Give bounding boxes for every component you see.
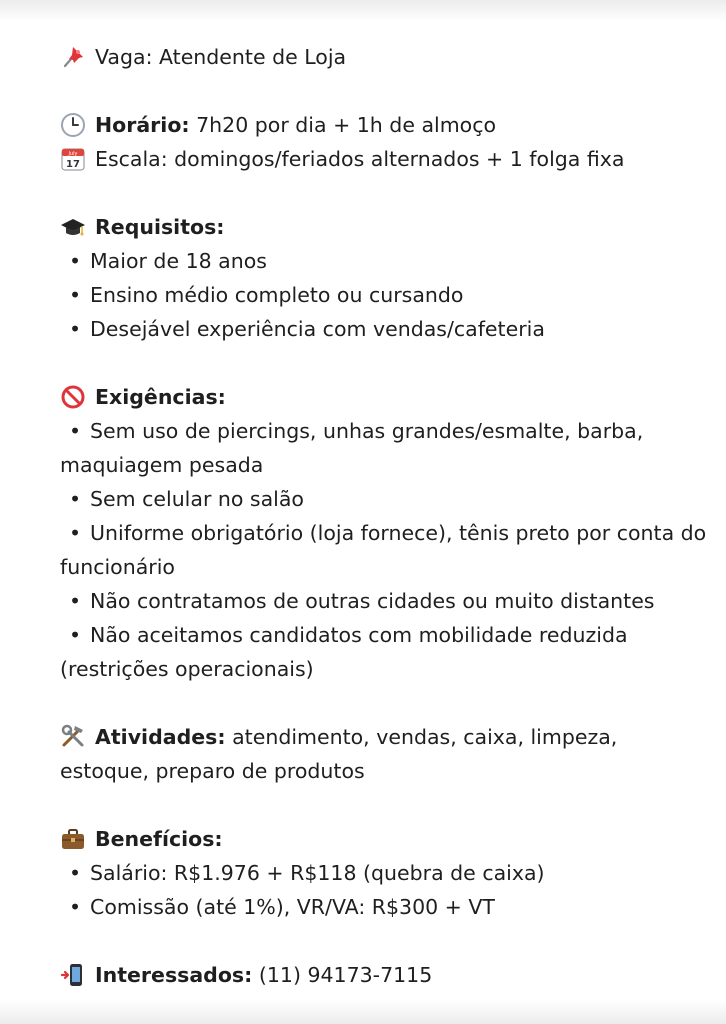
requisitos-heading-line — [60, 210, 710, 244]
list-item — [60, 482, 710, 516]
graduation-cap-icon — [60, 214, 86, 240]
bullet: • — [68, 521, 82, 545]
horario-value: 7h20 por dia + 1h de almoço — [196, 113, 497, 137]
escala-line — [60, 142, 710, 176]
exigencia-item: Sem celular no salão — [90, 487, 304, 511]
horario-line — [60, 108, 710, 142]
tools-icon — [60, 723, 86, 749]
exigencia-item: Não aceitamos candidatos com mobilidade reduzida (restrições operacionais) — [60, 623, 628, 681]
bullet: • — [68, 589, 82, 613]
list-item — [60, 890, 710, 924]
horario-label: Horário: — [95, 113, 190, 137]
job-post — [60, 40, 710, 992]
atividades-paragraph — [60, 720, 710, 788]
phone-incoming-icon — [60, 962, 86, 988]
requisito-item: Ensino médio completo ou cursando — [90, 283, 464, 307]
phone-number: (11) 94173-7115 — [258, 963, 433, 987]
prohibited-icon — [60, 384, 86, 410]
bullet: • — [68, 895, 82, 919]
bullet: • — [68, 861, 82, 885]
requisito-item: Maior de 18 anos — [90, 249, 267, 273]
list-item — [60, 856, 710, 890]
job-title-line — [60, 40, 710, 74]
bullet: • — [68, 317, 82, 341]
exigencias-heading-line — [60, 380, 710, 414]
beneficios-heading-line — [60, 822, 710, 856]
exigencia-item: Uniforme obrigatório (loja fornece), tênis preto por conta do funcionário — [60, 521, 707, 579]
requisito-item: Desejável experiência com vendas/cafeteria — [90, 317, 545, 341]
bullet: • — [68, 623, 82, 647]
interessados-line — [60, 958, 710, 992]
job-title: Vaga: Atendente de Loja — [95, 45, 347, 69]
list-item — [60, 414, 710, 482]
list-item — [60, 278, 710, 312]
beneficio-item: Comissão (até 1%), VR/VA: R$300 + VT — [90, 895, 495, 919]
bullet: • — [68, 419, 82, 443]
clock-icon — [60, 112, 86, 138]
escala-text: Escala: domingos/feriados alternados + 1 folga fixa — [95, 147, 625, 171]
list-item — [60, 244, 710, 278]
requisitos-heading: Requisitos: — [95, 215, 225, 239]
beneficios-heading: Benefícios: — [95, 827, 223, 851]
beneficio-item: Salário: R$1.976 + R$118 (quebra de caixa) — [90, 861, 545, 885]
calendar-day: 17 — [66, 159, 80, 170]
calendar-month: July — [68, 151, 78, 157]
list-item — [60, 312, 710, 346]
exigencias-heading: Exigências: — [95, 385, 226, 409]
bullet: • — [68, 487, 82, 511]
calendar-icon — [60, 146, 86, 172]
pushpin-icon — [60, 44, 86, 70]
list-item — [60, 618, 710, 686]
exigencia-item: Não contratamos de outras cidades ou muito distantes — [90, 589, 655, 613]
briefcase-icon — [60, 826, 86, 852]
list-item — [60, 516, 710, 584]
list-item — [60, 584, 710, 618]
exigencia-item: Sem uso de piercings, unhas grandes/esmalte, barba, maquiagem pesada — [60, 419, 644, 477]
atividades-label: Atividades: — [95, 725, 226, 749]
bullet: • — [68, 249, 82, 273]
atividades-value: atendimento, vendas, caixa, limpeza, estoque, preparo de produtos — [60, 725, 618, 783]
interessados-label: Interessados: — [95, 963, 253, 987]
bullet: • — [68, 283, 82, 307]
